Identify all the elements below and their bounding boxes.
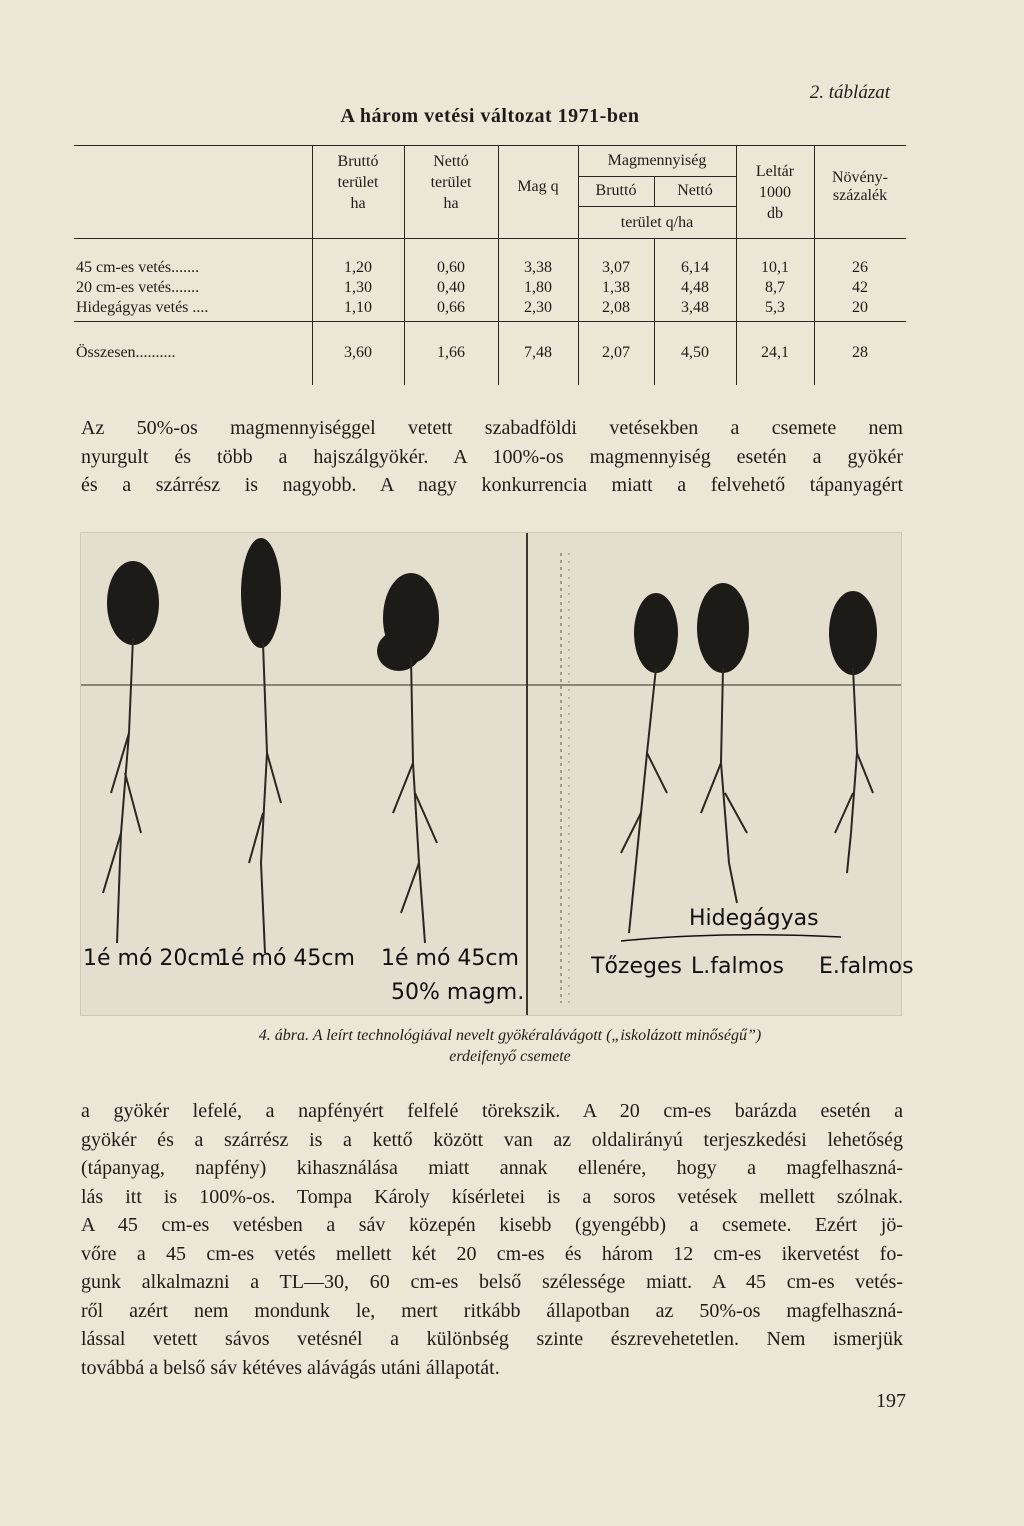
table-cell: 10,1 [761,259,789,276]
table-cell: 1,30 [344,279,372,296]
text-line: a gyökér lefelé, a napfényért felfelé törekszik. A 20 cm-es barázda esetén a [81,1100,903,1122]
table-cell: 3,60 [344,344,372,361]
text-line: továbbá a belső sáv kétéves alávágás utáni állapotát. [81,1356,500,1379]
table-row-2-label: Hidegágyas vetés .... [76,299,209,316]
table-cell: 42 [852,279,868,296]
text-line: gyökér és a szárrész is a kettő között van az oldalirányú terjeszkedési lehetőség [81,1128,903,1151]
figure-label-4: 50% magm. [391,980,525,1005]
figure-label-1: 1é mó 20cm [83,946,221,971]
table-cell: 2,08 [602,299,630,316]
header-mm-netto: Nettó [677,182,713,199]
text-line: gunk alkalmazni a TL—30, 60 cm-es belső szélessége miatt. A 45 cm-es vetés- [81,1271,903,1293]
text-line: A 45 cm-es vetésben a sáv közepén kisebb (gyengébb) a csemete. Ezért jö- [81,1214,903,1236]
page-number: 197 [876,1390,906,1412]
table-row-1-label: 20 cm-es vetés....... [76,279,200,296]
table-cell: 6,14 [681,259,709,276]
header-netto: Nettó terület ha [430,153,472,212]
table-cell: 3,07 [602,259,630,276]
header-mag: Mag q [517,178,559,195]
text-line: és a szárrész is nagyobb. A nagy konkurrencia miatt a felvehető tápanyagért [81,474,903,496]
table-cell: 28 [852,344,868,361]
figure-photo [80,532,914,1016]
table-cell: 4,50 [681,344,709,361]
table-cell: 2,30 [524,299,552,316]
text-line: (tápanyag, napfény) kihasználása miatt annak ellenére, hogy a magfelhaszná- [81,1157,903,1179]
figure-label-3: 1é mó 45cm [381,946,519,971]
table-cell: 20 [852,299,868,316]
table-cell: 1,38 [602,279,630,296]
seedlings-illustration [81,533,914,1015]
table-cell: 4,48 [681,279,709,296]
text-line: lás itt is 100%-os. Tompa Károly kísérletei is a soros vetések mellett szólnak. [81,1185,903,1208]
table-cell: 3,48 [681,299,709,316]
figure-label-efalmos: E.falmos [819,954,914,979]
paragraph-2 [81,1097,903,1382]
figure-label-tozeges: Tőzeges [591,954,682,979]
table-cell: 3,38 [524,259,552,276]
table-cell: 1,20 [344,259,372,276]
table-label: 2. táblázat [809,82,890,103]
table-title: A három vetési változat 1971-ben [340,105,640,127]
table-cell: 1,10 [344,299,372,316]
table-row-0-label: 45 cm-es vetés....... [76,259,200,276]
table-cell: 5,3 [765,299,785,316]
table-cell: 0,66 [437,299,465,316]
table-cell: 2,07 [602,344,630,361]
data-table [74,145,906,385]
header-brutto: Bruttó terület ha [337,153,379,212]
figure-label-hidegagyas: Hidegágyas [689,906,819,931]
text-line: vőre a 45 cm-es vetés mellett két 20 cm-es és három 12 cm-es ikervetést fo- [81,1242,903,1265]
text-line: lással vetett sávos vetésnél a különbség szinte észrevehetetlen. Nem ismerjük [81,1328,903,1350]
table-cell: 0,60 [437,259,465,276]
table-cell: 1,80 [524,279,552,296]
table-row-total-label: Összesen.......... [76,344,176,361]
figure-caption: 4. ábra. A leírt technológiával nevelt gyökéralávágott („iskolázott minőségű”) erdeifenyő csemete [258,1027,762,1065]
text-line: nyurgult és több a hajszálgyökér. A 100%-os magmennyiség esetén a gyökér [81,445,903,468]
text-line: ről azért nem mondunk le, mert ritkább állapotban az 50%-os magfelhaszná- [81,1299,903,1322]
table-cell: 24,1 [761,344,789,361]
header-leltar: Leltár 1000 db [755,163,795,222]
figure-label-lfalmos: L.falmos [691,954,784,979]
table-cell: 0,40 [437,279,465,296]
table-cell: 1,66 [437,344,465,361]
table-cell: 7,48 [524,344,552,361]
header-noveny: Növény- százalék [832,169,888,204]
header-magmennyiseg: Magmennyiség [607,152,707,169]
table-cell: 26 [852,259,868,276]
header-mm-brutto: Bruttó [595,182,637,199]
text-line: Az 50%-os magmennyiséggel vetett szabadföldi vetésekben a csemete nem [81,417,903,439]
figure-label-2: 1é mó 45cm [217,946,355,971]
header-terulet-qha: terület q/ha [620,214,694,231]
paragraph-1 [81,414,903,500]
table-cell: 8,7 [765,279,785,296]
